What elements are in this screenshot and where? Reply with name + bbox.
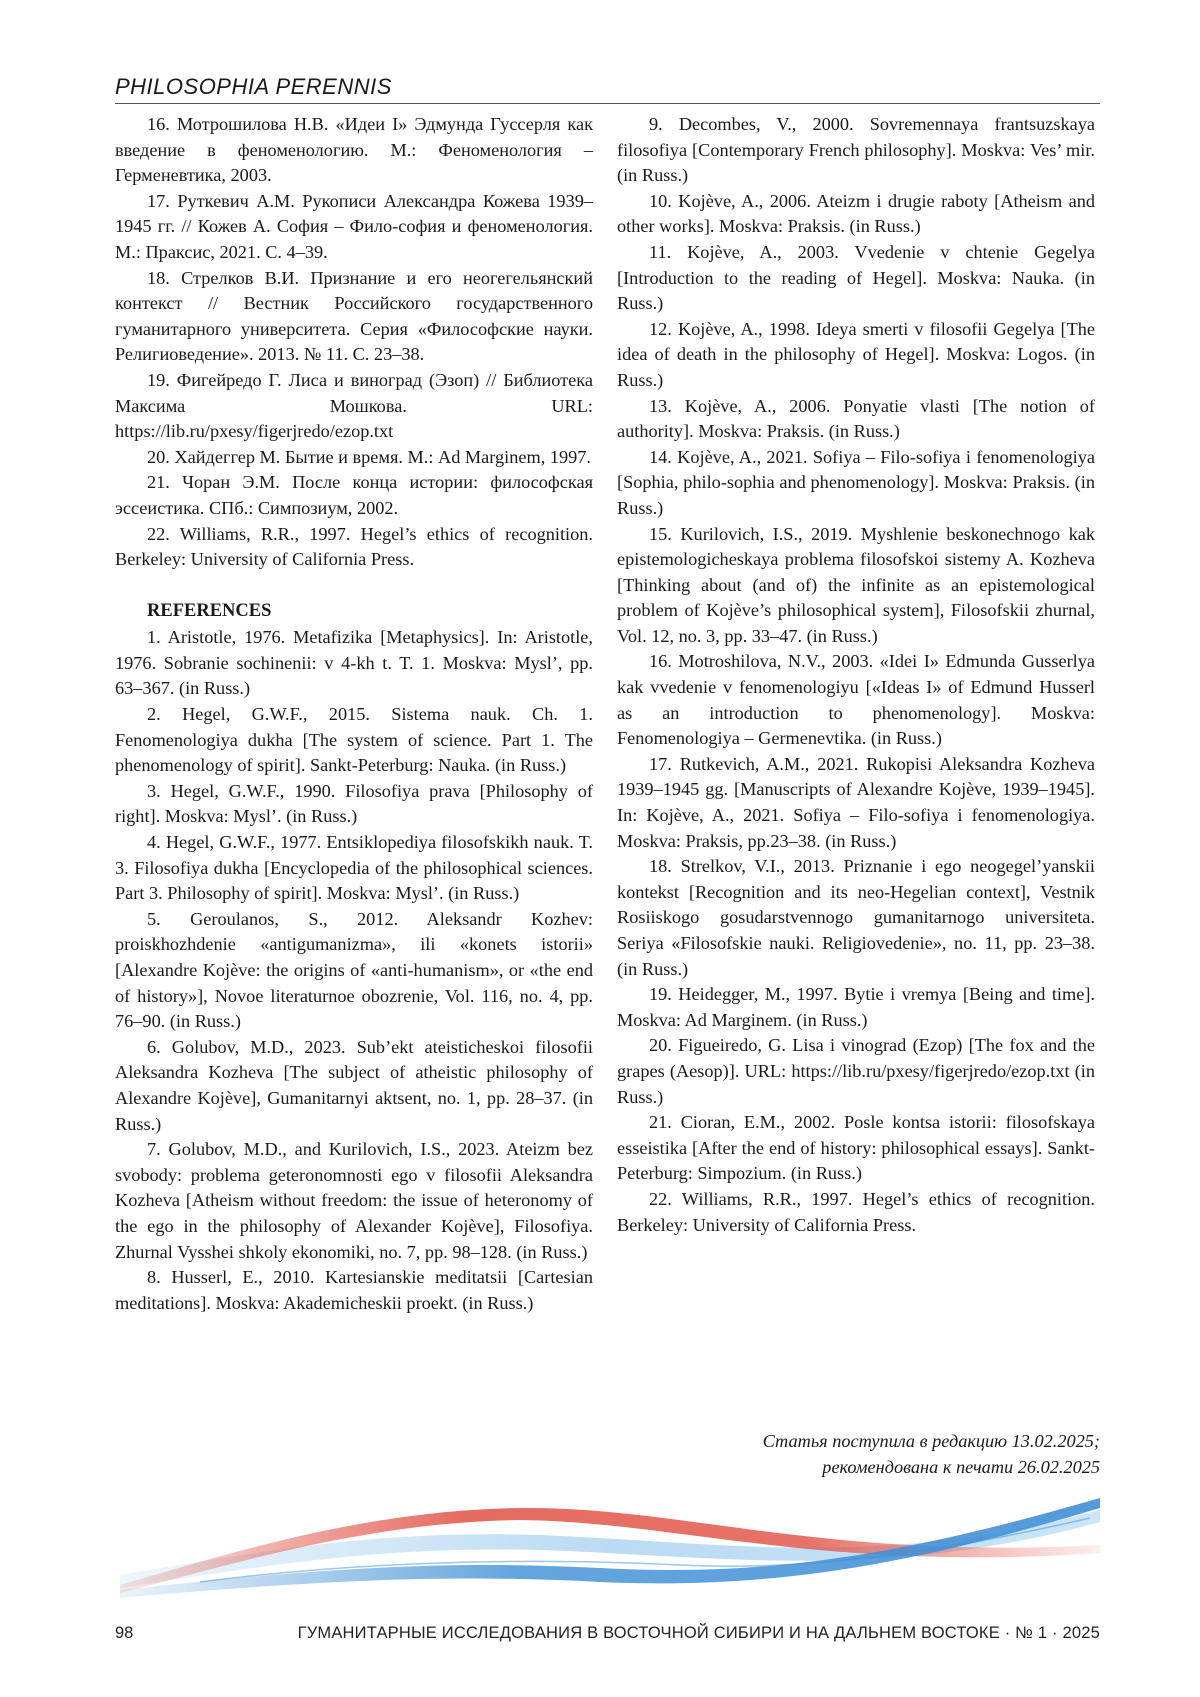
reference-number: 4.	[147, 832, 161, 853]
english-reference-list-part-2	[617, 112, 1095, 1238]
reference-text: Geroulanos, S., 2012. Aleksandr Kozhev: proiskhozhdenie «antigumanizma», ili «konets istorii» [Alexandre Kojève: the origins of «anti-humanism», or «the end of history»], Novoe literaturnoe obozrenie, Vol. 116, no. 4, pp. 76–90. (in Russ.)	[115, 908, 593, 1032]
reference-number: 8.	[147, 1267, 161, 1288]
russian-reference-list	[115, 112, 593, 573]
reference-number: 16.	[147, 114, 170, 134]
reference-number: 3.	[147, 780, 161, 801]
page-header	[115, 72, 1100, 104]
reference-text: Kojève, A., 2006. Ponyatie vlasti [The notion of authority]. Moskva: Praksis. (in Russ.)	[617, 395, 1095, 442]
reference-entry	[617, 445, 1095, 522]
reference-text: Kurilovich, I.S., 2019. Myshlenie beskonechnogo kak epistemologicheskaya problema filosofskoi sistemy A. Kozheva [Thinking about (and of) the infinite as an epistemological problem of Kojève’s philosophical system], Filosofskii zhurnal, Vol. 12, no. 3, pp. 33–47. (in Russ.)	[617, 523, 1095, 646]
reference-number: 20.	[649, 1035, 672, 1056]
reference-text: Kojève, A., 2006. Ateizm i drugie raboty [Atheism and other works]. Moskva: Praksis. (in Russ.)	[617, 190, 1095, 237]
right-column	[617, 112, 1095, 1238]
reference-number: 21.	[147, 472, 170, 493]
reference-number: 13.	[649, 395, 672, 416]
reference-text: Heidegger, M., 1997. Bytie i vremya [Being and time]. Moskva: Ad Marginem. (in Russ.)	[617, 984, 1095, 1030]
reference-number: 14.	[649, 446, 672, 467]
reference-text: Rutkevich, A.M., 2021. Rukopisi Aleksandra Kozheva 1939–1945 gg. [Manuscripts of Alexandre Kojève, 1939–1945]. In: Kojève, A., 2021. Sofiya – Filo-sofiya i fenomenologiya. Moskva: Praksis, pp.23–38. (in Russ.)	[617, 753, 1096, 851]
reference-entry	[617, 1110, 1095, 1187]
reference-entry	[617, 189, 1095, 240]
reference-entry	[617, 649, 1095, 751]
reference-number: 9.	[649, 114, 663, 134]
reference-text: Мотрошилова Н.В. «Идеи I» Эдмунда Гуссерля как введение в феноменологию. М.: Феноменология – Герменевтика, 2003.	[115, 114, 594, 186]
reference-entry	[617, 240, 1095, 317]
reference-entry	[115, 266, 593, 368]
reference-entry	[115, 1137, 593, 1265]
reference-text: Williams, R.R., 1997. Hegel’s ethics of recognition. Berkeley: University of California Press.	[617, 1188, 1095, 1235]
reference-number: 18.	[649, 856, 672, 877]
reference-number: 21.	[649, 1112, 672, 1133]
reference-number: 1.	[147, 627, 161, 648]
reference-number: 17.	[649, 753, 672, 774]
reference-entry	[115, 445, 593, 471]
reference-number: 2.	[147, 704, 161, 725]
reference-number: 17.	[147, 190, 170, 211]
received-date-line: Статья поступила в редакцию 13.02.2025;	[762, 1431, 1100, 1451]
reference-entry	[115, 625, 593, 702]
reference-text: Kojève, A., 2021. Sofiya – Filo-sofiya i fenomenologiya [Sophia, philo-sophia and phenomenology]. Moskva: Praksis. (in Russ.)	[617, 446, 1095, 518]
reference-entry	[115, 830, 593, 907]
reference-text: Стрелков В.И. Признание и его неогегельянский контекст // Вестник Российского государственного гуманитарного университета. Серия «Философские науки. Религиоведение». 2013. № 11. С. 23–38.	[115, 267, 593, 365]
english-reference-list-part-1	[115, 625, 593, 1316]
reference-number: 12.	[649, 318, 672, 339]
reference-text: Hegel, G.W.F., 2015. Sistema nauk. Ch. 1. Fenomenologiya dukha [The system of science. Part 1. The phenomenology of spirit]. Sankt-Peterburg: Nauka. (in Russ.)	[115, 704, 593, 776]
reference-entry	[617, 522, 1095, 650]
reference-number: 19.	[649, 984, 672, 1005]
page-footer	[115, 1624, 1100, 1650]
reference-entry	[617, 1033, 1095, 1110]
reference-entry	[617, 982, 1095, 1033]
reference-number: 5.	[147, 908, 161, 929]
reference-entry	[115, 189, 593, 266]
reference-number: 20.	[147, 446, 170, 467]
reference-text: Motroshilova, N.V., 2003. «Idei I» Edmunda Gusserlya kak vvedenie v fenomenologiyu [«Ideas I» of Edmund Husserl as an introduction to phenomenology]. Moskva: Fenomenologiya – Germenevtika. (in Russ.)	[617, 651, 1096, 749]
reference-text: Kojève, A., 2003. Vvedenie v chtenie Gegelya [Introduction to the reading of Hegel]. Moskva: Nauka. (in Russ.)	[617, 241, 1095, 314]
reference-entry	[115, 702, 593, 779]
reference-number: 18.	[147, 267, 170, 288]
reference-text: Cioran, E.M., 2002. Posle kontsa istorii: filosofskaya esseistika [After the end of history: philosophical essays]. Sankt-Peterburg: Simpozium. (in Russ.)	[617, 1112, 1095, 1184]
reference-text: Decombes, V., 2000. Sovremennaya frantsuzskaya filosofiya [Contemporary French philosophy]. Moskva: Ves’ mir. (in Russ.)	[617, 114, 1095, 186]
left-column	[115, 112, 593, 1316]
page-number: 98	[115, 1624, 134, 1642]
reference-number: 6.	[147, 1036, 161, 1057]
reference-entry	[115, 522, 593, 573]
reference-entry	[115, 112, 593, 189]
reference-text: Aristotle, 1976. Metafizika [Metaphysics]. In: Aristotle, 1976. Sobranie sochinenii: v 4-kh t. T. 1. Moskva: Mysl’, pp. 63–367. (in Russ.)	[115, 627, 593, 699]
reference-text: Williams, R.R., 1997. Hegel’s ethics of recognition. Berkeley: University of California Press.	[115, 523, 593, 570]
reference-number: 22.	[147, 523, 170, 544]
reference-entry	[617, 112, 1095, 189]
reference-text: Golubov, M.D., 2023. Sub’ekt ateisticheskoi filosofii Aleksandra Kozheva [The subject of atheistic philosophy of Alexandre Kojève], Gumanitarnyi aktsent, no. 1, pp. 28–37. (in Russ.)	[115, 1036, 593, 1134]
reference-number: 16.	[649, 651, 672, 672]
reference-text: Kojève, A., 1998. Ideya smerti v filosofii Gegelya [The idea of death in the philosophy of Hegel]. Moskva: Logos. (in Russ.)	[617, 318, 1096, 390]
reference-number: 7.	[147, 1139, 161, 1160]
reference-text: Figueiredo, G. Lisa i vinograd (Ezop) [The fox and the grapes (Aesop)]. URL: https://lib.ru/pxesy/figerjredo/ezop.txt (in Russ.)	[617, 1035, 1095, 1107]
reference-text: Фигейредо Г. Лиса и виноград (Эзоп) // Библиотека Максима Мошкова. URL: https://lib.ru/pxesy/figerjredo/ezop.txt	[115, 369, 593, 442]
reference-number: 15.	[649, 523, 672, 544]
reference-entry	[115, 368, 593, 445]
reference-text: Husserl, E., 2010. Kartesianskie meditatsii [Cartesian meditations]. Moskva: Akademicheskii proekt. (in Russ.)	[115, 1267, 593, 1313]
reference-entry	[617, 752, 1095, 854]
reference-number: 22.	[649, 1188, 672, 1209]
reference-entry	[617, 1187, 1095, 1238]
reference-text: Чоран Э.М. После конца истории: философская эссеистика. СПб.: Симпозиум, 2002.	[115, 472, 594, 518]
submission-dates	[620, 1428, 1100, 1480]
reference-text: Hegel, G.W.F., 1990. Filosofiya prava [Philosophy of right]. Moskva: Mysl’. (in Russ.)	[115, 780, 593, 827]
decorative-wave	[120, 1490, 1100, 1600]
accepted-date-line: рекомендована к печати 26.02.2025	[822, 1457, 1100, 1477]
reference-entry	[115, 1035, 593, 1137]
reference-text: Хайдеггер М. Бытие и время. М.: Ad Marginem, 1997.	[174, 446, 592, 467]
reference-entry	[115, 779, 593, 830]
reference-text: Strelkov, V.I., 2013. Priznanie i ego neogegel’yanskii kontekst [Recognition and its neo-Hegelian context], Vestnik Rosiiskogo gosudarstvennogo gumanitarnogo universiteta. Seriya «Filosofskie nauki. Religiovedenie», no. 11, pp. 23–38. (in Russ.)	[617, 856, 1095, 979]
reference-entry	[617, 394, 1095, 445]
reference-entry	[617, 854, 1095, 982]
reference-text: Руткевич А.М. Рукописи Александра Кожева 1939–1945 гг. // Кожев А. София – Фило-софия и феноменология. М.: Праксис, 2021. С. 4–39.	[115, 190, 593, 262]
journal-name: ГУМАНИТАРНЫЕ ИССЛЕДОВАНИЯ В ВОСТОЧНОЙ СИБИРИ И НА ДАЛЬНЕМ ВОСТОКЕ · № 1 · 2025	[297, 1624, 1100, 1642]
reference-entry	[115, 470, 593, 521]
running-title: PHILOSOPHIA PERENNIS	[115, 74, 392, 99]
reference-entry	[115, 1265, 593, 1316]
reference-number: 11.	[649, 241, 672, 262]
reference-entry	[617, 317, 1095, 394]
reference-entry	[115, 907, 593, 1035]
reference-text: Hegel, G.W.F., 1977. Entsiklopediya filosofskikh nauk. T. 3. Filosofiya dukha [Encyclopedia of the philosophical sciences. Part 3. Philosophy of spirit]. Moskva: Mysl’. (in Russ.)	[115, 832, 593, 904]
references-heading: REFERENCES	[147, 600, 272, 621]
reference-text: Golubov, M.D., and Kurilovich, I.S., 2023. Ateizm bez svobody: problema geteronomnosti ego v filosofii Aleksandra Kozheva [Atheism without freedom: the issue of heteronomy of the ego in the philosophy of Alexander Kojève], Filosofiya. Zhurnal Vysshei shkoly ekonomiki, no. 7, pp. 98–128. (in Russ.)	[115, 1139, 593, 1262]
reference-number: 10.	[649, 190, 672, 211]
reference-number: 19.	[147, 369, 170, 390]
